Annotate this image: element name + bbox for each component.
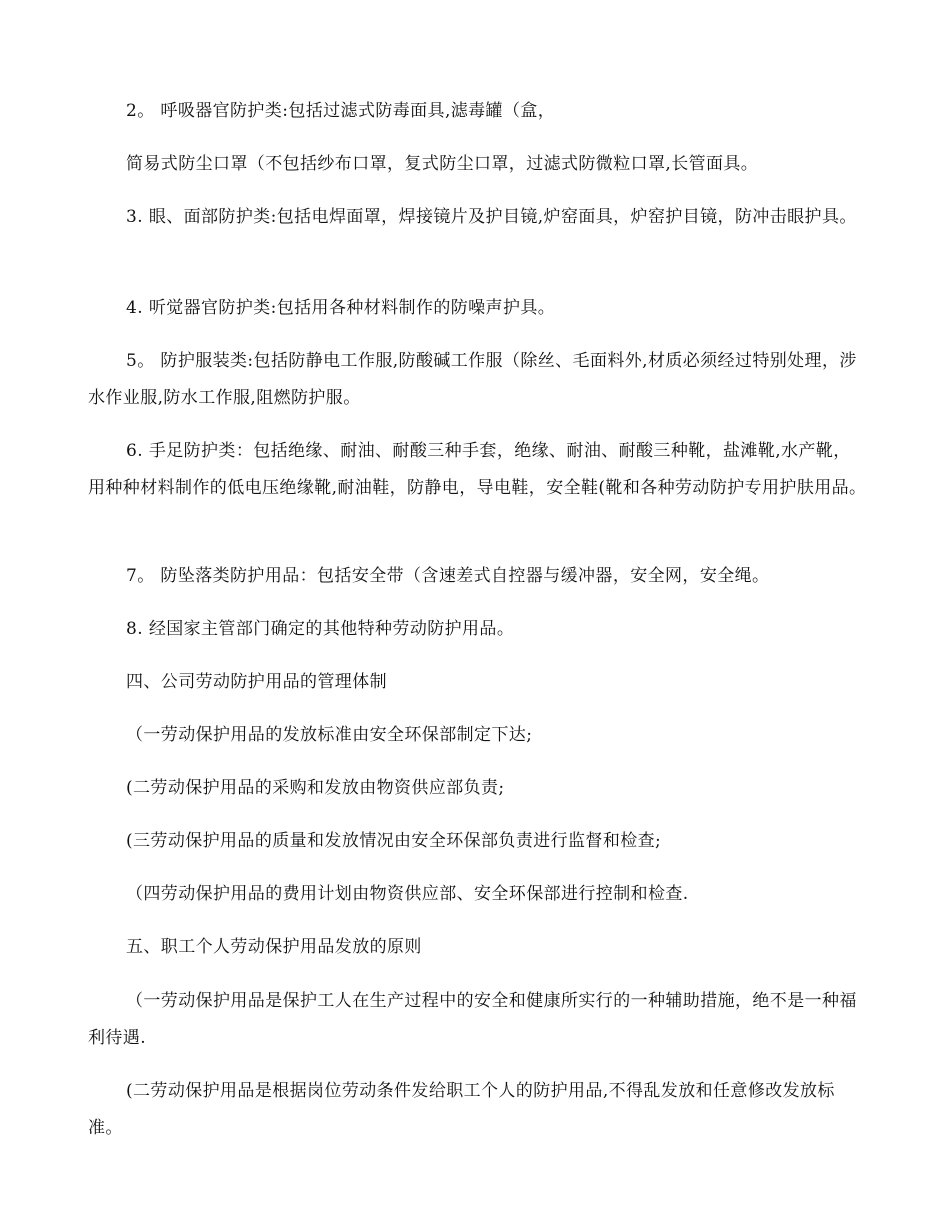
section-heading-issuing-principles: 五、职工个人劳动保护用品发放的原则 — [126, 937, 422, 957]
paragraph-protective-clothing: 5。 防护服装类:包括防静电工作服,防酸碱工作服（除丝、毛面料外,材质必须经过特别处理，涉水作业服,防水工作服,阻燃防护服。 — [88, 351, 857, 408]
section-heading-management-system: 四、公司劳动防护用品的管理体制 — [126, 672, 387, 692]
paragraph-principle-2: (二劳动保护用品是根据岗位劳动条件发给职工个人的防护用品,不得乱发放和任意修改发放标准。 — [88, 1081, 835, 1138]
paragraph-eye-face-protection: 3. 眼、面部防护类:包括电焊面罩，焊接镜片及护目镜,炉窑面具，炉窑护目镜，防冲击眼护具。 — [126, 207, 857, 227]
paragraph-management-3: (三劳动保护用品的质量和发放情况由安全环保部负责进行监督和检查; — [126, 831, 662, 851]
paragraph-other-special-items: 8. 经国家主管部门确定的其他特种劳动防护用品。 — [126, 619, 515, 639]
paragraph-fall-protection: 7。 防坠落类防护用品：包括安全带（含速差式自控器与缓冲器，安全网，安全绳。 — [126, 566, 770, 586]
paragraph-management-4: （四劳动保护用品的费用计划由物资供应部、安全环保部进行控制和检查. — [126, 884, 689, 904]
paragraph-respiratory-protection: 2。 呼吸器官防护类:包括过滤式防毒面具,滤毒罐（盒， — [126, 101, 556, 121]
paragraph-dust-masks: 简易式防尘口罩（不包括纱布口罩，复式防尘口罩，过滤式防微粒口罩,长管面具。 — [126, 154, 759, 174]
paragraph-hand-foot-protection: 6. 手足防护类：包括绝缘、耐油、耐酸三种手套，绝缘、耐油、耐酸三种靴，盐滩靴,水产靴，用种种材料制作的低电压绝缘靴,耐油鞋，防静电，导电鞋，安全鞋(靴和各种劳动防护专用护肤用品。 — [88, 441, 867, 498]
paragraph-hearing-protection: 4. 听觉器官防护类:包括用各种材料制作的防噪声护具。 — [126, 298, 556, 318]
paragraph-management-2: (二劳动保护用品的采购和发放由物资供应部负责; — [126, 778, 505, 798]
paragraph-management-1: （一劳动保护用品的发放标准由安全环保部制定下达; — [126, 725, 533, 745]
paragraph-principle-1: （一劳动保护用品是保护工人在生产过程中的安全和健康所实行的一种辅助措施，绝不是一种福利待遇. — [88, 991, 857, 1048]
